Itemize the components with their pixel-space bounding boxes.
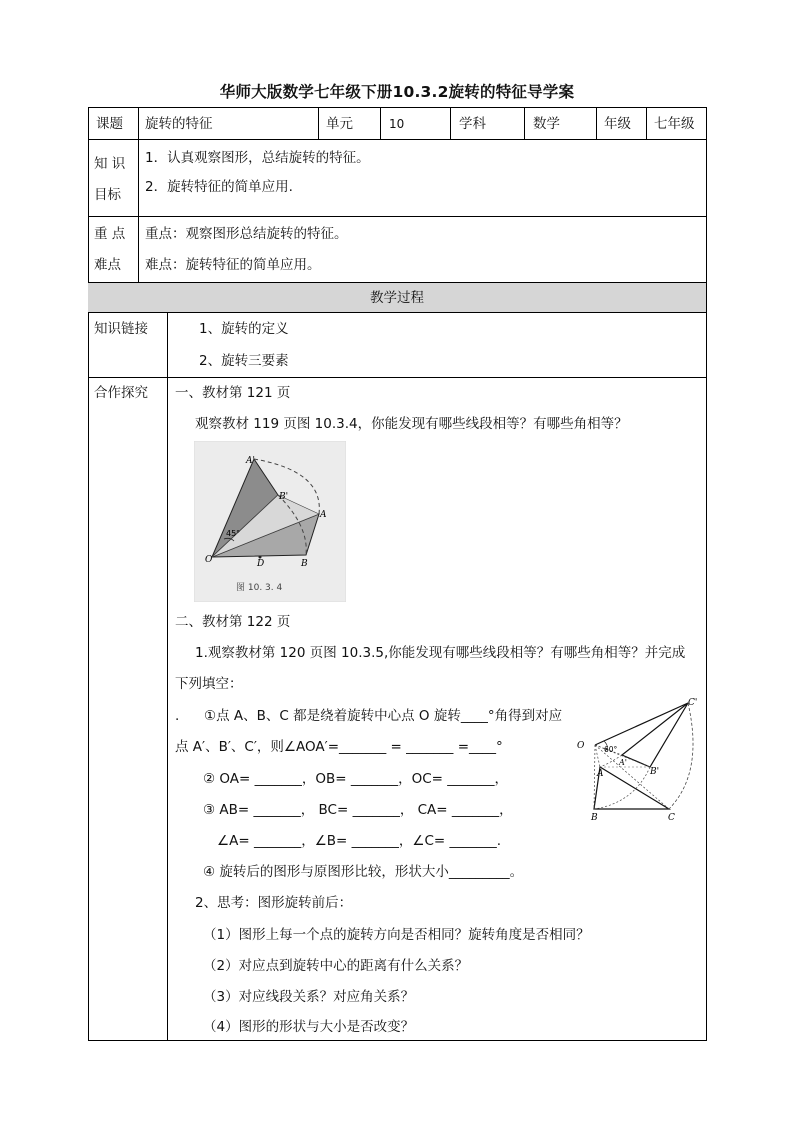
think-1: （1）图形上每一个点的旋转方向是否相同？旋转角度是否相同？ — [203, 927, 590, 943]
think-3: （3）对应线段关系？对应角关系？ — [203, 989, 415, 1005]
section2-title: 二、教材第 122 页 — [175, 614, 291, 630]
fig1-label: B' — [279, 492, 289, 502]
knowledge-label-1: 知 识 — [94, 156, 126, 172]
explore-label: 合作探究 — [94, 385, 148, 401]
fig2-label: B — [591, 813, 598, 823]
fig2-label: O — [577, 741, 585, 751]
keypoints-difficulty: 难点：旋转特征的简单应用。 — [145, 257, 321, 273]
fill-2: ② OA= _______，OB= _______，OC= _______， — [203, 771, 509, 787]
fig1-caption: 图 10. 3. 4 — [236, 583, 283, 593]
section2-question-line2: 下列填空： — [175, 676, 243, 692]
header-subject-label: 学科 — [459, 116, 486, 132]
think-title: 2、思考：图形旋转前后： — [195, 895, 353, 911]
figure-10-3-5-svg — [574, 693, 700, 823]
header-topic-label: 课题 — [96, 116, 123, 132]
think-4: （4）图形的形状与大小是否改变？ — [203, 1019, 415, 1035]
knowledge-item-1: 1．认真观察图形，总结旋转的特征。 — [145, 150, 370, 166]
header-unit-value: 10 — [389, 117, 405, 131]
header-grade-value: 七年级 — [654, 116, 695, 132]
fig1-label: A — [320, 510, 327, 520]
figure-10-3-5 — [574, 693, 700, 823]
fill-3: ③ AB= _______， BC= _______， CA= _______， — [203, 802, 513, 818]
fig2-angle: 60° — [604, 745, 618, 754]
header-topic-value: 旋转的特征 — [145, 116, 213, 132]
header-subject-value: 数学 — [533, 116, 560, 132]
think-2: （2）对应点到旋转中心的距离有什么关系？ — [203, 958, 469, 974]
fig2-label: C' — [688, 698, 698, 708]
process-header: 教学过程 — [370, 290, 424, 306]
fig2-label: B' — [650, 767, 660, 777]
link-label: 知识链接 — [94, 321, 148, 337]
fig1-label: A' — [246, 456, 255, 466]
fig1-angle: 45° — [226, 529, 241, 538]
header-grade-label: 年级 — [604, 116, 631, 132]
fig2-label: A' — [619, 758, 627, 767]
figure-10-3-4-svg — [194, 441, 346, 602]
section1-title: 一、教材第 121 页 — [175, 385, 291, 401]
page-title: 华师大版数学七年级下册10.3.2旋转的特征导学案 — [219, 83, 575, 101]
fill-dot: . — [175, 708, 180, 724]
keypoints-key: 重点：观察图形总结旋转的特征。 — [145, 226, 348, 242]
section2-question-line1: 1.观察教材第 120 页图 10.3.5,你能发现有哪些线段相等？有哪些角相等？并完成 — [195, 645, 686, 661]
keypoints-label-1: 重 点 — [94, 226, 126, 242]
link-item-2: 2、旋转三要素 — [199, 353, 289, 369]
section1-question: 观察教材 119 页图 10.3.4，你能发现有哪些线段相等？有哪些角相等？ — [195, 416, 628, 432]
fig2-label: C — [668, 813, 675, 823]
knowledge-item-2: 2．旋转特征的简单应用. — [145, 179, 293, 195]
knowledge-label-2: 目标 — [94, 187, 121, 203]
fill-4: ④ 旋转后的图形与原图形比较，形状大小_________。 — [203, 864, 524, 880]
fig1-label: D — [257, 559, 265, 569]
figure-10-3-4 — [194, 441, 346, 602]
header-unit-label: 单元 — [326, 116, 353, 132]
fill-1b: 点 A′、B′、C′，则∠AOA′=_______ = _______ =____° — [175, 739, 503, 755]
fig1-label: O — [205, 555, 213, 565]
link-item-1: 1、旋转的定义 — [199, 321, 289, 337]
fig2-label: A — [597, 769, 604, 779]
fill-3b: ∠A= _______，∠B= _______，∠C= _______. — [217, 833, 502, 849]
fig1-label: B — [301, 559, 308, 569]
fill-1: ①点 A、B、C 都是绕着旋转中心点 O 旋转____°角得到对应 — [204, 708, 563, 724]
keypoints-label-2: 难点 — [94, 257, 121, 273]
